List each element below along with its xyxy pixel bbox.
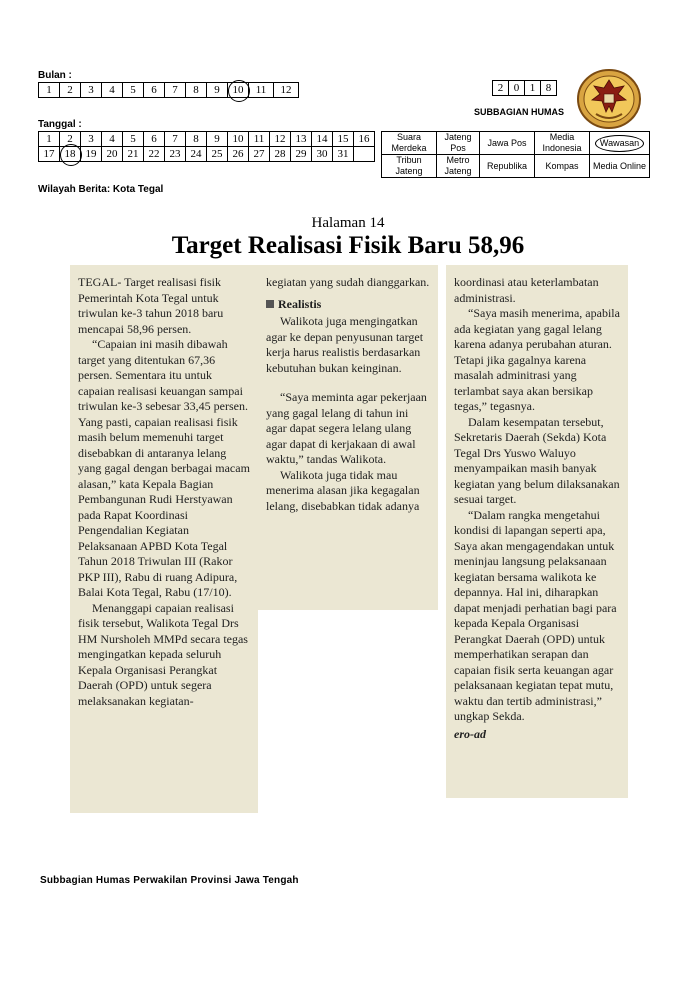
tanggal-cell: 1 (39, 132, 60, 147)
tanggal-cell: 6 (144, 132, 165, 147)
square-bullet-icon (266, 300, 274, 308)
tanggal-cell: 23 (165, 147, 186, 162)
media-cell: Republika (480, 155, 535, 178)
tanggal-cell: 29 (291, 147, 312, 162)
article-column-1 (70, 265, 258, 813)
page-number: Halaman 14 (311, 215, 385, 231)
article-paragraph: “Capaian ini masih dibawah target yang ditentukan 67,36 persen. Sementara itu untuk capaian realisasi keuangan sampai triwulan ke-3 sebesar 33,45 persen. Yang pasti, capaian realisasi fisik masih belum memenuhi target disebabkan di antaranya lelang yang gagal dengan berbagai macam alasan,” kata Kepala Bagian Pembangunan Rudi Herstyawan pada Rapat Koordinasi Pengendalian Kegiatan Pelaksanaan APBD Kota Tegal Tahun 2018 Triwulan III (Rakor PKP III), Rabu di ruang Adipura, Balai Kota Tegal, Rabu (17/10). (78, 337, 250, 599)
article-headline: Target Realisasi Fisik Baru 58,96 (171, 232, 525, 259)
byline (454, 727, 620, 743)
article-column-3 (446, 265, 628, 798)
garuda-emblem-icon (576, 68, 642, 130)
subhead-text: Realistis (278, 296, 322, 311)
bulan-cell: 11 (249, 83, 274, 98)
tanggal-cell: 22 (144, 147, 165, 162)
media-table (381, 131, 650, 178)
media-selected-oval: Wawasan (595, 135, 644, 152)
article-paragraph: koordinasi atau keterlambatan administrasi. (454, 275, 599, 305)
media-cell: Media Online (590, 155, 650, 178)
byline-text: ero-ad (454, 726, 486, 741)
year-grid (492, 80, 557, 96)
media-cell: Kompas (535, 155, 590, 178)
tanggal-cell: 30 (312, 147, 333, 162)
tanggal-cell: 2 (60, 132, 81, 147)
media-cell: Media Indonesia (535, 132, 590, 155)
tanggal-cell: 21 (123, 147, 144, 162)
tanggal-cell: 17 (39, 147, 60, 162)
article-paragraph: “Saya masih menerima, apabila ada kegiatan yang gagal lelang karena adanya perubahan aturan. Tetapi jika gagalnya karena masalah adminitrasi yang terlambat saya akan bersikap tegas,” tegasnya. (454, 306, 620, 413)
tanggal-cell: 26 (228, 147, 249, 162)
tanggal-cell: 8 (186, 132, 207, 147)
tanggal-cell: 12 (270, 132, 291, 147)
tanggal-cell (354, 147, 375, 162)
tanggal-cell: 7 (165, 132, 186, 147)
tanggal-cell: 28 (270, 147, 291, 162)
spacer (266, 376, 430, 390)
article-paragraph: Menanggapi capaian realisasi fisik tersebut, Walikota Tegal Drs HM Nursholeh MMPd secara tegas mengingatkan kepada seluruh Kepala Organisasi Perangkat Daerah (OPD) untuk segera melaksanakan kegiatan- (78, 600, 248, 708)
article-paragraph: Walikota juga tidak mau menerima alasan jika kegagalan lelang, disebabkan tidak adanya (266, 467, 420, 513)
tanggal-cell: 27 (249, 147, 270, 162)
article-paragraph: Walikota juga mengingatkan agar ke depan penyusunan target kerja harus realistis berdasarkan kebutuhan bukan keinginan. (266, 314, 424, 375)
media-cell: Jateng Pos (437, 132, 480, 155)
bulan-cell: 8 (186, 83, 207, 98)
article-column-2 (258, 265, 438, 610)
year-digit: 8 (541, 81, 557, 96)
tanggal-cell: 5 (123, 132, 144, 147)
media-cell: Jawa Pos (480, 132, 535, 155)
tanggal-cell: 24 (186, 147, 207, 162)
tanggal-cell: 9 (207, 132, 228, 147)
bulan-cell: 6 (144, 83, 165, 98)
year-digit: 0 (509, 81, 525, 96)
article-paragraph: “Dalam rangka mengetahui kondisi di lapangan seperti apa, Saya akan mengagendakan untuk meninjau langsung pelaksanaan kegiatan bersama walikota ke depannya. Hal ini, diharapkan dapat menjadi perhatian bagi para kepada Kepala Organisasi Perangkat Daerah (OPD) untuk memperhatikan serapan dan capaian fisik serta keuangan agar pelaksanaan kegiatan tepat mutu, waktu dan tertib administrasi,” ungkap Sekda. (454, 507, 617, 723)
bulan-grid (38, 82, 299, 98)
tanggal-cell: 11 (249, 132, 270, 147)
bulan-cell: 2 (60, 83, 81, 98)
bulan-cell-selected: 10 (228, 83, 249, 98)
article-paragraph: kegiatan yang sudah dianggarkan. (266, 275, 430, 289)
article-paragraph: “Saya meminta agar pekerjaan yang gagal lelang di tahun ini agar dapat segera lelang ulang agar dapat di kerjakaan di awal waktu,” tandas Walikota. (266, 390, 427, 466)
media-cell: Suara Merdeka (382, 132, 437, 155)
bulan-cell: 1 (39, 83, 60, 98)
media-cell-selected (590, 132, 650, 155)
year-digit: 2 (493, 81, 509, 96)
bulan-cell: 7 (165, 83, 186, 98)
tanggal-cell: 25 (207, 147, 228, 162)
wilayah-berita: Wilayah Berita: Kota Tegal (38, 184, 164, 195)
tanggal-cell: 19 (81, 147, 102, 162)
tanggal-cell: 20 (102, 147, 123, 162)
tanggal-cell: 16 (354, 132, 375, 147)
bulan-label: Bulan : (38, 70, 72, 81)
tanggal-cell: 14 (312, 132, 333, 147)
article-subhead (266, 297, 430, 313)
tanggal-label: Tanggal : (38, 119, 82, 130)
bulan-cell: 5 (123, 83, 144, 98)
article-paragraph: Dalam kesempatan tersebut, Sekretaris Daerah (Sekda) Kota Tegal Drs Yuswo Waluyo menyampaikan masih banyak kegiatan yang belum dilaksanakan sesuai target. (454, 414, 620, 506)
dept-label: SUBBAGIAN HUMAS (474, 107, 564, 117)
bulan-cell: 12 (274, 83, 299, 98)
media-cell: Tribun Jateng (382, 155, 437, 178)
footer-text: Subbagian Humas Perwakilan Provinsi Jawa Tengah (40, 875, 299, 886)
bulan-cell: 3 (81, 83, 102, 98)
tanggal-grid (38, 131, 375, 162)
bulan-cell: 4 (102, 83, 123, 98)
year-digit: 1 (525, 81, 541, 96)
article-paragraph: TEGAL- Target realisasi fisik Pemerintah Kota Tegal untuk triwulan ke-3 tahun 2018 baru mencapai 58,96 persen. (78, 275, 224, 336)
tanggal-cell-selected: 18 (60, 147, 81, 162)
tanggal-cell: 15 (333, 132, 354, 147)
tanggal-cell: 13 (291, 132, 312, 147)
tanggal-cell: 10 (228, 132, 249, 147)
tanggal-cell: 4 (102, 132, 123, 147)
media-cell: Metro Jateng (437, 155, 480, 178)
tanggal-cell: 31 (333, 147, 354, 162)
bulan-cell: 9 (207, 83, 228, 98)
tanggal-cell: 3 (81, 132, 102, 147)
